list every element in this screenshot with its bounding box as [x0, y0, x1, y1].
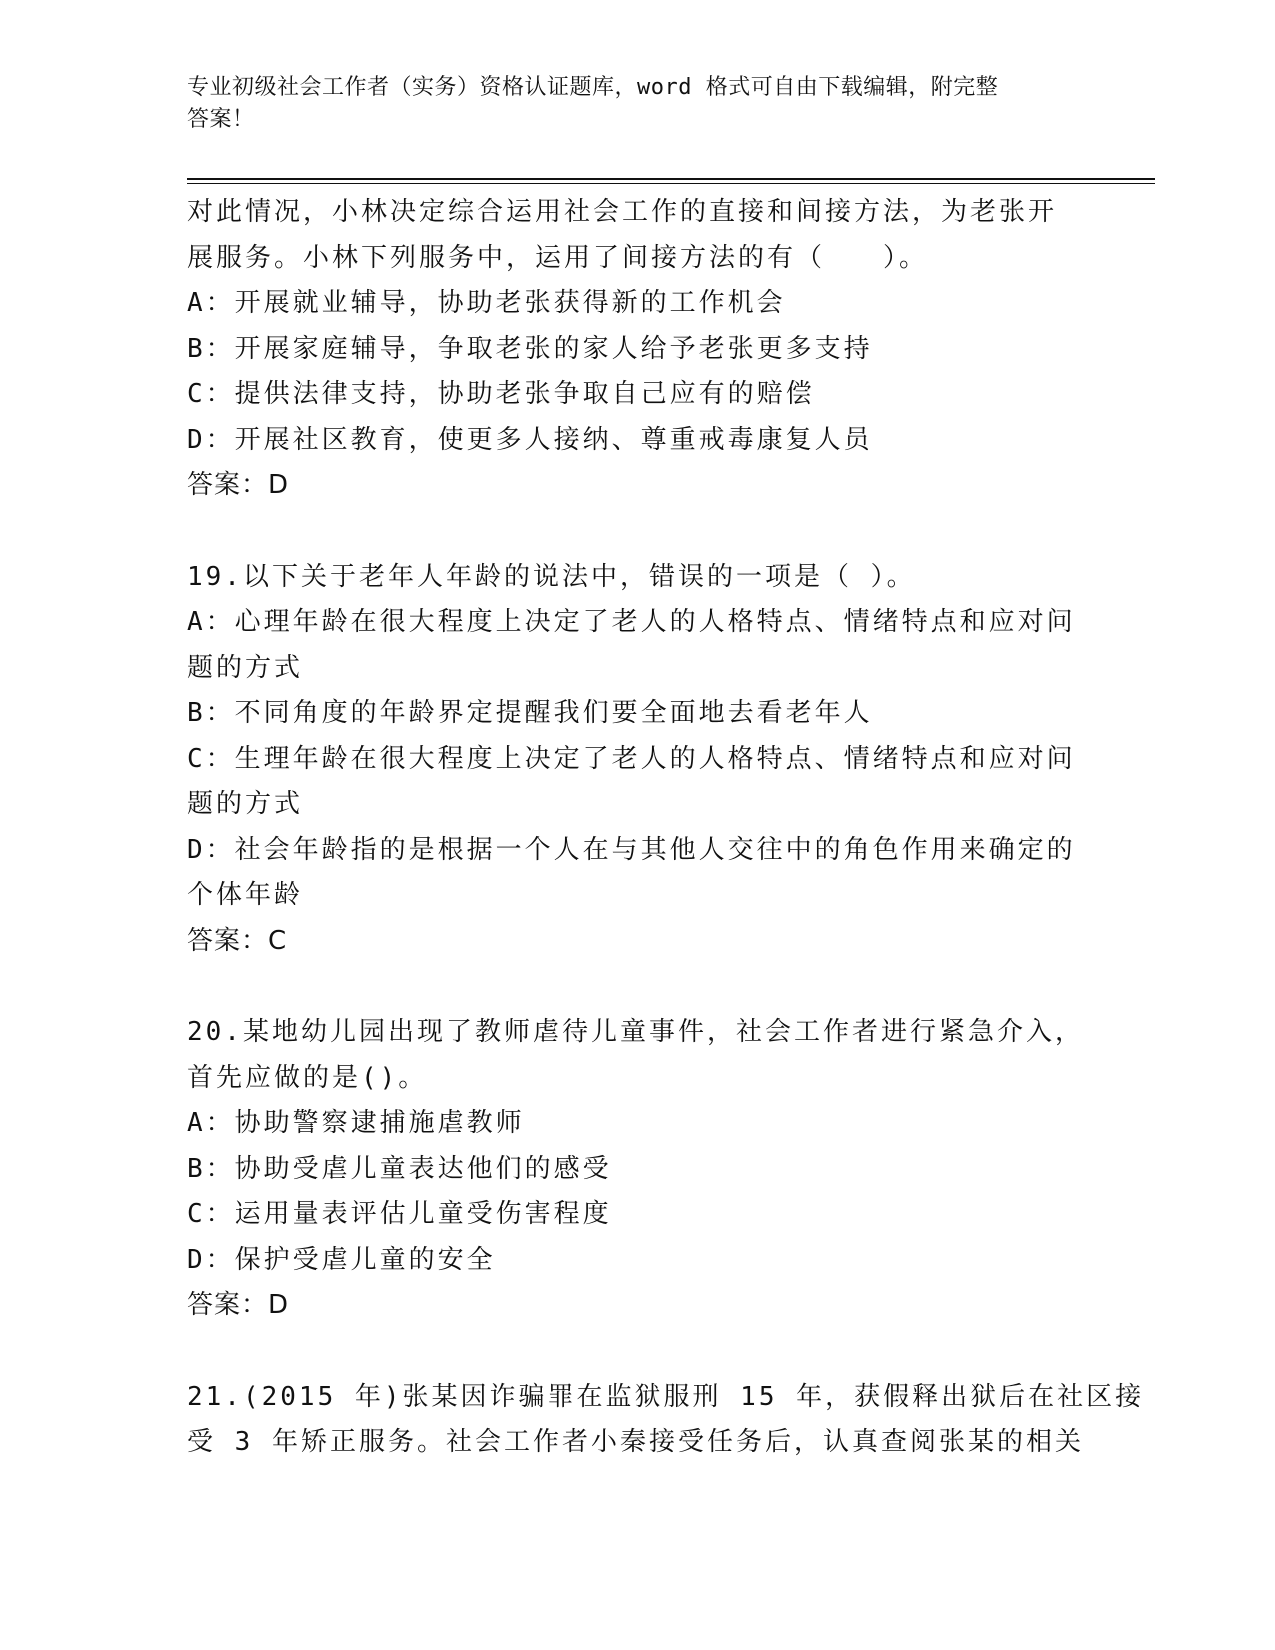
question-20-stem-line-1: 20.某地幼儿园出现了教师虐待儿童事件，社会工作者进行紧急介入，	[187, 1017, 1084, 1047]
question-20-option-c: C：运用量表评估儿童受伤害程度	[187, 1199, 612, 1229]
spacer	[187, 509, 1077, 555]
header-line-1: 专业初级社会工作者（实务）资格认证题库，word 格式可自由下载编辑，附完整	[187, 75, 999, 100]
question-19-option-a-line-1: A：心理年龄在很大程度上决定了老人的人格特点、情绪特点和应对问	[187, 607, 1076, 637]
header-line-2: 答案！	[187, 107, 255, 132]
header-divider-thick	[187, 178, 1155, 180]
question-18-option-b: B：开展家庭辅导，争取老张的家人给予老张更多支持	[187, 333, 873, 364]
question-21-stem-line-1: 21.(2015 年)张某因诈骗罪在监狱服刑 15 年，获假释出狱后在社区接	[187, 1381, 1145, 1412]
question-19-answer: 答案：C	[187, 925, 288, 956]
question-18-block	[187, 190, 1077, 509]
question-19-option-b: B：不同角度的年龄界定提醒我们要全面地去看老年人	[187, 698, 873, 728]
question-20-answer: 答案：D	[187, 1290, 290, 1320]
question-19-stem: 19.以下关于老年人年龄的说法中，错误的一项是（ ）。	[187, 561, 916, 592]
question-21-block	[187, 1375, 1145, 1466]
header-divider-thin	[187, 183, 1155, 184]
question-19-option-c-line-2: 题的方式	[187, 789, 304, 819]
question-19-option-d-line-1: D：社会年龄指的是根据一个人在与其他人交往中的角色作用来确定的	[187, 834, 1076, 865]
question-21-stem-line-2: 受 3 年矫正服务。社会工作者小秦接受任务后，认真查阅张某的相关	[187, 1427, 1084, 1457]
spacer	[187, 964, 1077, 1010]
question-20-option-d: D：保护受虐儿童的安全	[187, 1244, 496, 1275]
question-18-stem-line-2: 展服务。小林下列服务中，运用了间接方法的有（ ）。	[187, 242, 929, 273]
question-19-option-d-line-2: 个体年龄	[187, 880, 304, 910]
question-18-option-d: D：开展社区教育，使更多人接纳、尊重戒毒康复人员	[187, 424, 873, 455]
question-18-option-c: C：提供法律支持，协助老张争取自己应有的赔偿	[187, 379, 815, 409]
question-19-option-c-line-1: C：生理年龄在很大程度上决定了老人的人格特点、情绪特点和应对问	[187, 743, 1076, 774]
question-content	[187, 190, 1145, 1466]
document-header	[187, 72, 1067, 136]
question-19-block	[187, 555, 1077, 965]
spacer	[187, 1329, 1077, 1375]
question-18-stem-line-1: 对此情况，小林决定综合运用社会工作的直接和间接方法，为老张开	[187, 197, 1058, 227]
question-20-stem-line-2: 首先应做的是()。	[187, 1062, 428, 1093]
question-20-option-a: A：协助警察逮捕施虐教师	[187, 1108, 525, 1138]
question-20-option-b: B：协助受虐儿童表达他们的感受	[187, 1153, 612, 1184]
question-19-option-a-line-2: 题的方式	[187, 652, 304, 683]
question-18-answer: 答案：D	[187, 470, 290, 500]
question-18-option-a: A：开展就业辅导，协助老张获得新的工作机会	[187, 288, 786, 318]
question-20-block	[187, 1010, 1084, 1329]
